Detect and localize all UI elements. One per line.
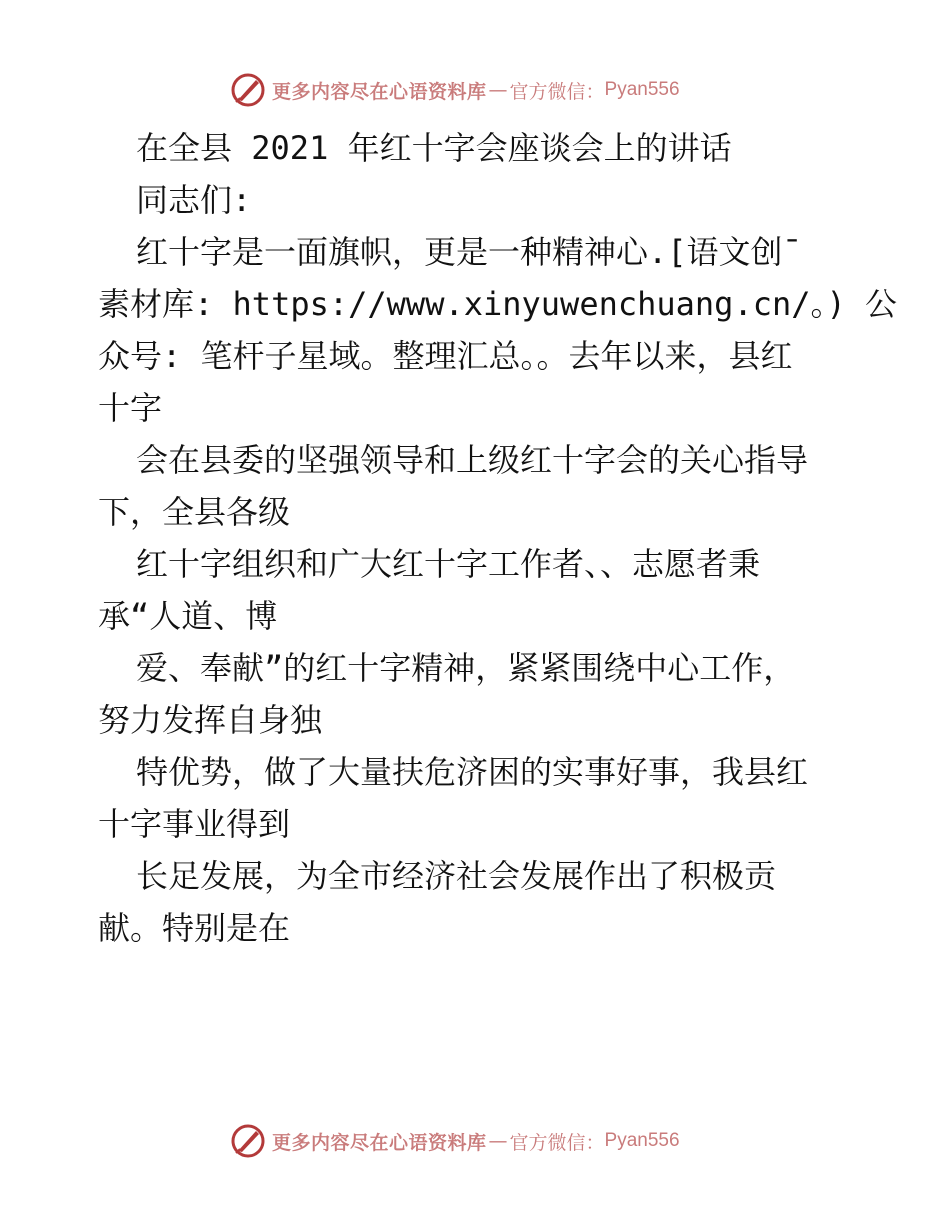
text-line: 长足发展，为全市经济社会发展作出了积极贡 — [136, 857, 777, 895]
salutation: 同志们: — [136, 181, 252, 219]
text-line: 爱、奉献”的红十字精神，紧紧围绕中心工作， — [136, 649, 796, 687]
watermark-wechat-id: Pyan556 — [604, 1130, 680, 1151]
quill-logo-icon — [230, 72, 266, 108]
document-body — [98, 122, 898, 954]
text-line: 红十字是一面旗帜，更是一种精神心.[语文创¯ — [136, 233, 802, 271]
watermark-wechat-id: Pyan556 — [604, 79, 680, 100]
text-line: 红十字组织和广大红十字工作者、、志愿者秉 — [136, 545, 761, 583]
watermark-label: 官方微信： — [509, 80, 605, 103]
text-line: 特优势，做了大量扶危济困的实事好事，我县红 — [136, 753, 809, 791]
text-line: 会在县委的坚强领导和上级红十字会的关心指导 — [136, 441, 809, 479]
text-line: 众号: 笔杆子星域。整理汇总。。去年以来，县红 — [98, 337, 793, 375]
text-line: 十字 — [98, 389, 163, 427]
watermark-title: 更多内容尽在心语资料库 — [272, 80, 487, 103]
quill-logo-icon — [230, 1123, 266, 1159]
text-line: 下，全县各级 — [98, 493, 291, 531]
watermark-dash: — — [488, 1130, 508, 1152]
header-watermark — [230, 70, 680, 110]
text-line: 努力发挥自身独 — [98, 701, 323, 739]
document-title: 在全县 2021 年红十字会座谈会上的讲话 — [136, 129, 732, 167]
watermark-dash: — — [488, 79, 508, 101]
text-line: 献。特别是在 — [98, 909, 291, 947]
watermark-title: 更多内容尽在心语资料库 — [272, 1131, 487, 1154]
footer-watermark — [230, 1121, 680, 1161]
watermark-label: 官方微信： — [509, 1131, 605, 1154]
text-line: 素材库: https://www.xinyuwenchuang.cn/。) 公 — [98, 285, 898, 323]
text-line: 十字事业得到 — [98, 805, 291, 843]
text-line: 承“人道、博 — [98, 597, 278, 635]
